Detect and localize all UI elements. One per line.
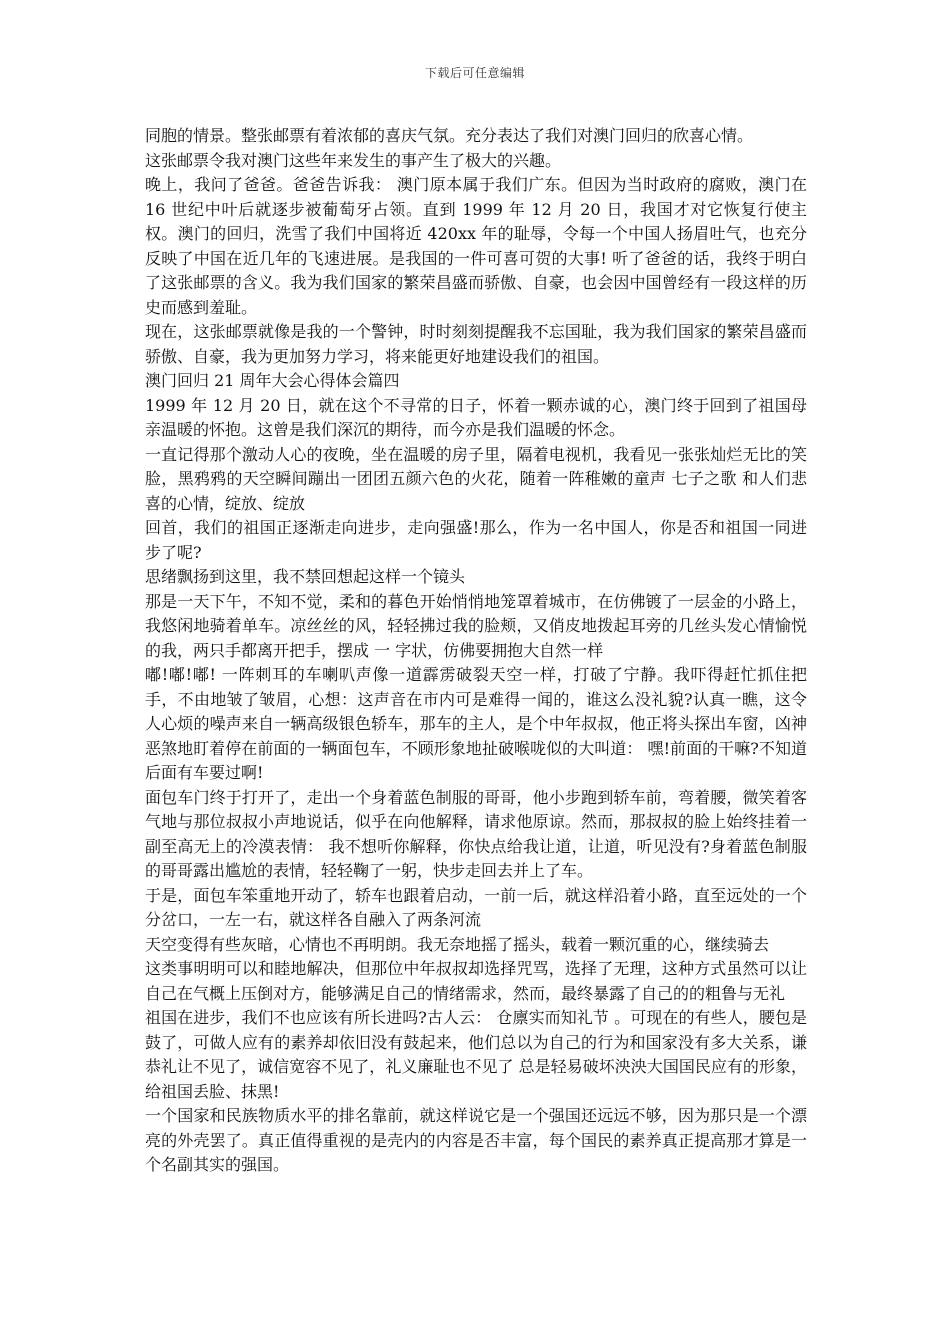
page-header: 下载后可任意编辑 <box>424 66 525 80</box>
paragraph: 这类事明明可以和睦地解决，但那位中年叔叔却选择咒骂，选择了无理，这种方式虽然可以让自己在气概上压倒对方，能够满足自己的情绪需求，然而，最终暴露了自己的的粗鲁与无礼 <box>145 959 807 1003</box>
paragraph: 那是一天下午，不知不觉，柔和的暮色开始悄悄地笼罩着城市，在仿佛镀了一层金的小路上，我悠闲地骑着单车。凉丝丝的风，轻轻拂过我的脸颊，又俏皮地拨起耳旁的几丝头发心情愉悦的我，两只手都离开把手，摆成 一 字状，仿佛要拥抱大自然一样 <box>145 591 807 660</box>
paragraph: 思绪飘扬到这里，我不禁回想起这样一个镜头 <box>145 567 466 586</box>
paragraph: 现在，这张邮票就像是我的一个警钟，时时刻刻提醒我不忘国耻，我为我们国家的繁荣昌盛而骄傲、自豪，我为更加努力学习，将来能更好地建设我们的祖国。 <box>145 322 807 366</box>
paragraph: 祖国在进步，我们不也应该有所长进吗?古人云： 仓廪实而知礼节 。可现在的有些人，腰包是鼓了，可做人应有的素养却依旧没有鼓起来，他们总以为自己的行为和国家没有多大关系，谦恭礼让不见了，诚信宽容不见了，礼义廉耻也不见了 总是轻易破坏泱泱大国国民应有的形象，给祖国丢脸、抹黑! <box>145 1008 807 1101</box>
paragraph: 面包车门终于打开了，走出一个身着蓝色制服的哥哥，他小步跑到轿车前，弯着腰，微笑着客气地与那位叔叔小声地说话，似乎在向他解释，请求他原谅。然而，那叔叔的脸上始终挂着一副至高无上的冷漠表情： 我不想听你解释，你快点给我让道，让道，听见没有?身着蓝色制服的哥哥露出尴尬的表情，轻轻鞠了一躬，快步走回去并上了车。 <box>145 787 807 880</box>
section-heading: 澳门回归 21 周年大会心得体会篇四 <box>145 371 400 390</box>
paragraph: 一直记得那个激动人心的夜晚，坐在温暖的房子里，隔着电视机，我看见一张张灿烂无比的笑脸，黑鸦鸦的天空瞬间蹦出一团团五颜六色的火花，随着一阵稚嫩的童声 七子之歌 和人们悲喜的心情，绽放、绽放 <box>145 444 807 513</box>
document-body <box>145 124 807 1178</box>
paragraph: 这张邮票令我对澳门这些年来发生的事产生了极大的兴趣。 <box>145 150 562 170</box>
paragraph: 天空变得有些灰暗，心情也不再明朗。我无奈地摇了摇头，载着一颗沉重的心，继续骑去 <box>145 934 770 954</box>
paragraph: 晚上，我问了爸爸。爸爸告诉我： 澳门原本属于我们广东。但因为当时政府的腐败，澳门在 16 世纪中叶后就逐步被葡萄牙占领。直到 1999 年 12 月 20 日，我国才对它恢复行使主权。澳门的回归，洗雪了我们中国将近 420xx 年的耻辱，令每一个中国人扬眉吐气，也充分反映了中国在近几年的飞速进展。是我国的一件可喜可贺的大事! 听了爸爸的话，我终于明白了这张邮票的含义。我为我们国家的繁荣昌盛而骄傲、自豪，也会因中国曾经有一段这样的历史而感到羞耻。 <box>145 175 807 317</box>
paragraph: 1999 年 12 月 20 日，就在这个不寻常的日子，怀着一颗赤诚的心，澳门终于回到了祖国母亲温暖的怀抱。这曾是我们深沉的期待，而今亦是我们温暖的怀念。 <box>145 395 807 439</box>
paragraph: 回首，我们的祖国正逐渐走向进步，走向强盛!那么，作为一名中国人，你是否和祖国一同进步了呢? <box>145 518 807 562</box>
paragraph: 一个国家和民族物质水平的排名靠前，就这样说它是一个强国还远远不够，因为那只是一个漂亮的外壳罢了。真正值得重视的是壳内的内容是否丰富，每个国民的素养真正提高那才算是一个名副其实的强国。 <box>145 1106 807 1174</box>
paragraph: 嘟!嘟!嘟! 一阵刺耳的车喇叭声像一道霹雳破裂天空一样，打破了宁静。我吓得赶忙抓住把手，不由地皱了皱眉，心想：这声音在市内可是难得一闻的，谁这么没礼貌?认真一瞧，这令人心烦的噪声来自一辆高级银色轿车，那车的主人，是个中年叔叔，他正将头探出车窗，凶神恶煞地盯着停在前面的一辆面包车，不顾形象地扯破喉咙似的大叫道： 嘿!前面的干嘛?不知道后面有车要过啊! <box>145 665 807 782</box>
paragraph: 同胞的情景。整张邮票有着浓郁的喜庆气氛。充分表达了我们对澳门回归的欣喜心情。 <box>145 126 754 145</box>
paragraph: 于是，面包车笨重地开动了，轿车也跟着启动，一前一后，就这样沿着小路，直至远处的一个分岔口，一左一右，就这样各自融入了两条河流 <box>145 885 807 929</box>
